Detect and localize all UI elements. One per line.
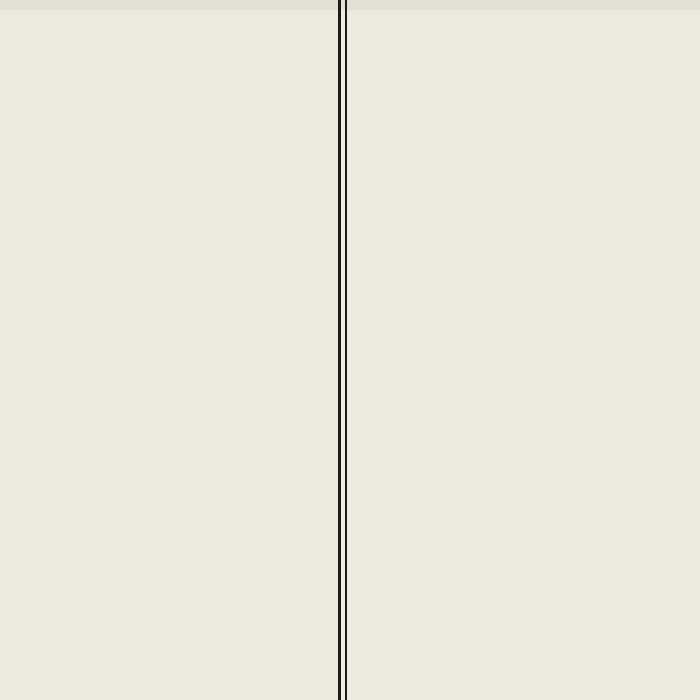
text-line (360, 6, 686, 25)
text-line (14, 28, 328, 47)
text-line (360, 361, 686, 380)
text-line (360, 73, 686, 92)
text-line (14, 6, 328, 25)
text-line (14, 450, 328, 469)
text-line (14, 361, 328, 380)
text-line (14, 184, 328, 203)
text-line (360, 472, 686, 491)
text-line (14, 95, 328, 114)
left-column (6, 0, 336, 700)
text-line (14, 383, 328, 402)
text-line (14, 294, 328, 313)
text-line (14, 428, 328, 447)
text-line (360, 583, 686, 602)
text-line (14, 250, 328, 269)
right-column (352, 0, 694, 700)
text-line (14, 539, 328, 558)
text-line (14, 583, 328, 602)
column-divider-rule (345, 0, 347, 700)
text-line (360, 139, 686, 158)
text-line (360, 272, 686, 291)
text-line (360, 627, 686, 646)
column-divider-rule (338, 0, 341, 700)
text-line (360, 516, 686, 535)
text-line (360, 184, 686, 203)
text-line (360, 228, 686, 247)
text-line (360, 28, 686, 47)
text-line (14, 494, 328, 513)
text-line (14, 649, 328, 668)
text-line (14, 516, 328, 535)
text-line (360, 428, 686, 447)
text-line (360, 50, 686, 69)
text-line (360, 494, 686, 513)
text-line (360, 383, 686, 402)
text-line (14, 317, 328, 336)
text-line (14, 206, 328, 225)
text-line (360, 206, 686, 225)
text-line (14, 161, 328, 180)
text-line (14, 228, 328, 247)
text-line (360, 161, 686, 180)
text-line (360, 672, 686, 691)
text-line (360, 605, 686, 624)
text-line (360, 450, 686, 469)
text-line (14, 272, 328, 291)
text-line (360, 561, 686, 580)
text-line (360, 95, 686, 114)
text-line (14, 405, 328, 424)
text-line (14, 561, 328, 580)
text-line (14, 605, 328, 624)
text-line (360, 317, 686, 336)
text-line (14, 627, 328, 646)
text-line (360, 539, 686, 558)
text-line (14, 339, 328, 358)
text-line (360, 294, 686, 313)
text-line (360, 117, 686, 136)
text-line (360, 649, 686, 668)
text-line (360, 405, 686, 424)
text-line (360, 250, 686, 269)
text-line (14, 117, 328, 136)
text-line (360, 339, 686, 358)
text-line (14, 672, 328, 691)
text-line (14, 472, 328, 491)
text-line (14, 139, 328, 158)
text-line (14, 50, 328, 69)
text-line (14, 73, 328, 92)
